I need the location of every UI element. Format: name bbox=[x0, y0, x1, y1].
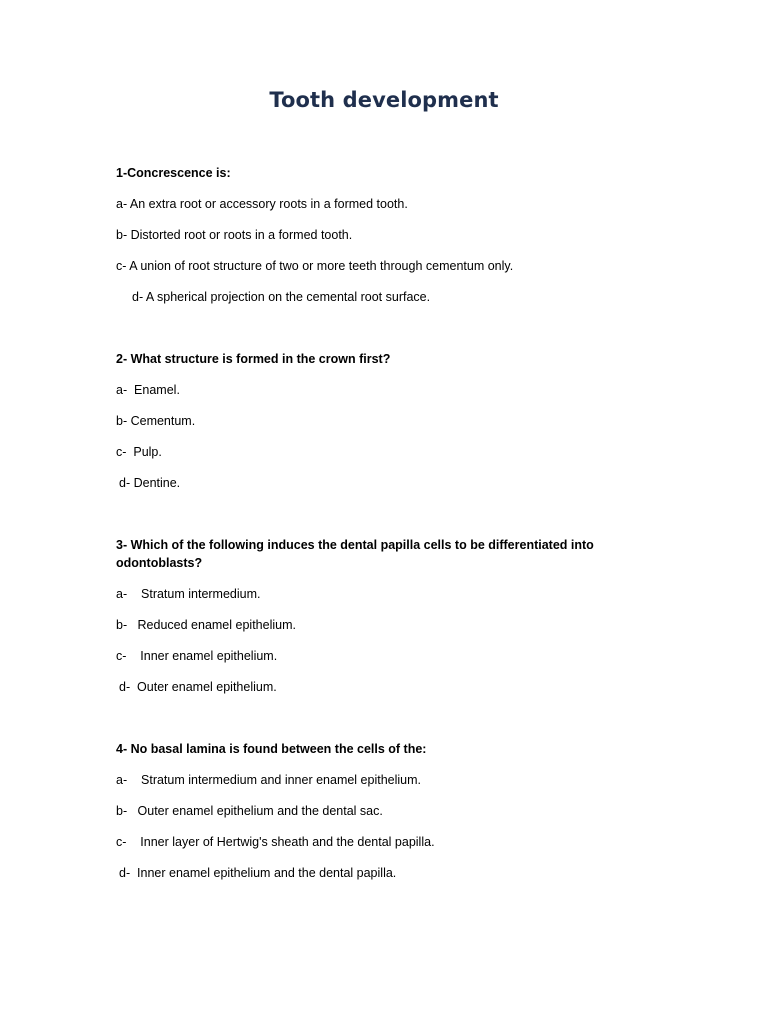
question-4-option-a: a- Stratum intermedium and inner enamel epithelium. bbox=[116, 773, 422, 787]
question-2-option-d: d- Dentine. bbox=[119, 476, 181, 490]
question-1-option-a: a- An extra root or accessory roots in a formed tooth. bbox=[116, 197, 408, 211]
question-4-option-d: d- Inner enamel epithelium and the dental papilla. bbox=[119, 866, 397, 880]
page-title: Tooth development bbox=[269, 88, 499, 112]
question-4-text: 4- No basal lamina is found between the cells of the: bbox=[116, 742, 427, 756]
question-3-option-a: a- Stratum intermedium. bbox=[116, 587, 261, 601]
question-1-option-c: c- A union of root structure of two or more teeth through cementum only. bbox=[116, 259, 514, 273]
question-1-option-b: b- Distorted root or roots in a formed tooth. bbox=[116, 228, 353, 242]
question-2-option-a: a- Enamel. bbox=[116, 383, 180, 397]
question-2-option-b: b- Cementum. bbox=[116, 414, 196, 428]
question-3-option-b: b- Reduced enamel epithelium. bbox=[116, 618, 296, 632]
question-2-option-c: c- Pulp. bbox=[116, 445, 162, 459]
question-1-option-d: d- A spherical projection on the cemental root surface. bbox=[132, 290, 431, 304]
question-3-option-d: d- Outer enamel epithelium. bbox=[119, 680, 277, 694]
question-4-option-b: b- Outer enamel epithelium and the dental sac. bbox=[116, 804, 383, 818]
question-3-option-c: c- Inner enamel epithelium. bbox=[116, 649, 278, 663]
question-3-text: 3- Which of the following induces the dental papilla cells to be differentiated into odontoblasts? bbox=[116, 538, 594, 570]
question-1-text: 1-Concrescence is: bbox=[116, 166, 231, 180]
question-2-text: 2- What structure is formed in the crown first? bbox=[116, 352, 391, 366]
question-4-option-c: c- Inner layer of Hertwig's sheath and the dental papilla. bbox=[116, 835, 435, 849]
